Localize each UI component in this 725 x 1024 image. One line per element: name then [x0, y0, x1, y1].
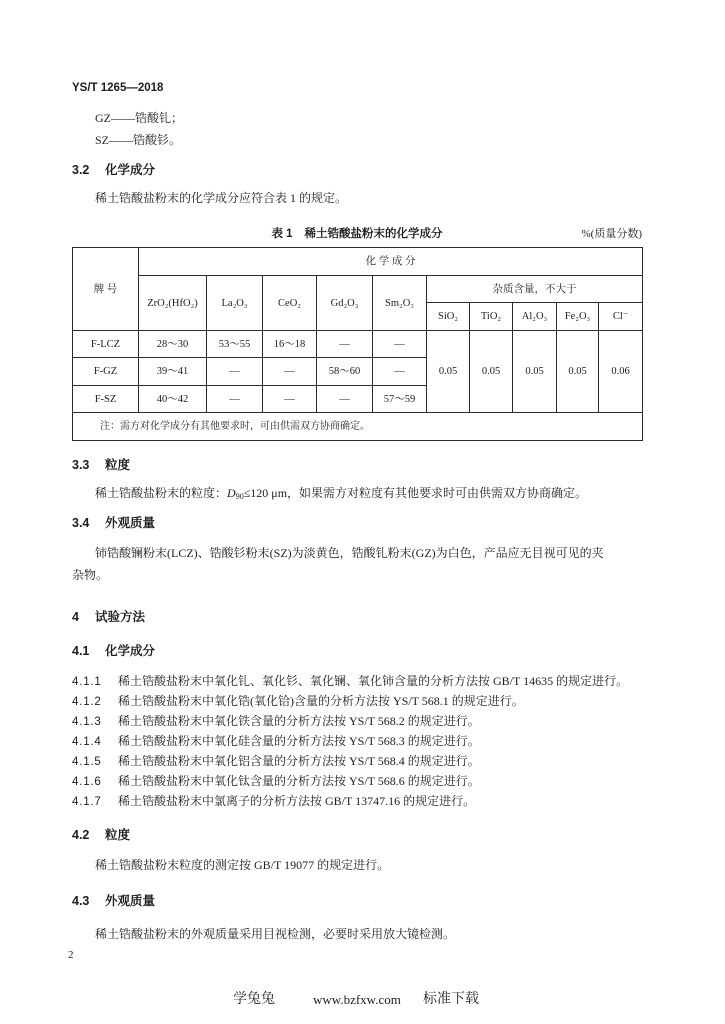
impurity-value-sio2: 0.05 [427, 331, 470, 413]
chapter-heading-4 [72, 609, 145, 625]
list-item [72, 713, 480, 730]
section-heading-4-2 [72, 827, 130, 843]
section-number: 3.2 [72, 163, 90, 177]
column-header-cl: Cl⁻ [599, 303, 643, 331]
grade-cell: F-SZ [73, 386, 139, 413]
watermark-site-name: 学兔兔 [233, 992, 275, 1007]
column-header-ceo2: CeO₂ [263, 276, 317, 331]
paragraph-text: ≤120 μm，如果需方对粒度有其他要求时可由供需双方协商确定。 [243, 486, 588, 500]
section-number: 4.3 [72, 894, 90, 908]
item-text: 稀土锆酸盐粉末中氯离子的分析方法按 GB/T 13747.16 的规定进行。 [118, 794, 476, 808]
document-code: YS/T 1265—2018 [72, 82, 164, 94]
table-unit-label: %(质量分数) [581, 228, 642, 240]
table-caption [72, 226, 642, 242]
item-text: 稀土锆酸盐粉末中氧化硅含量的分析方法按 YS/T 568.3 的规定进行。 [118, 734, 480, 748]
item-number: 4.1.5 [72, 756, 102, 768]
column-header-tio2: TiO₂ [470, 303, 513, 331]
value-cell: — [373, 331, 427, 358]
watermark-url: www.bzfxw.com [313, 992, 401, 1007]
section-title: 化学成分 [105, 163, 156, 177]
value-cell: — [207, 358, 263, 386]
value-cell: — [373, 358, 427, 386]
item-number: 4.1.3 [72, 716, 102, 728]
column-header-gd2o3: Gd₂O₃ [317, 276, 373, 331]
paragraph-4-2: 稀土锆酸盐粉末粒度的测定按 GB/T 19077 的规定进行。 [95, 858, 390, 872]
section-heading-4-3 [72, 893, 155, 909]
table-header-row [73, 276, 643, 303]
value-cell: 58～60 [317, 358, 373, 386]
value-cell: 39～41 [139, 358, 207, 386]
column-header-sio2: SiO₂ [427, 303, 470, 331]
watermark-tagline: 标准下载 [423, 992, 479, 1007]
list-item [72, 793, 475, 810]
section-heading-3-3 [72, 457, 130, 473]
section-title: 外观质量 [105, 894, 156, 908]
value-cell: — [207, 386, 263, 413]
column-header-la2o3: La₂O₃ [207, 276, 263, 331]
paragraph-3-2: 稀土锆酸盐粉末的化学成分应符合表 1 的规定。 [95, 191, 348, 205]
abbreviation-sz: SZ——锆酸钐。 [95, 133, 182, 147]
list-item [72, 673, 628, 690]
chapter-title: 试验方法 [95, 610, 146, 624]
section-number: 3.3 [72, 458, 90, 472]
column-header-fe2o3: Fe₂O₃ [557, 303, 599, 331]
header-chemical-composition: 化 学 成 分 [139, 248, 643, 276]
value-cell: 40～42 [139, 386, 207, 413]
section-heading-3-2 [72, 162, 155, 178]
table-row [73, 331, 643, 358]
table-header-row [73, 248, 643, 276]
impurity-value-cl: 0.06 [599, 331, 643, 413]
item-text: 稀土锆酸盐粉末中氧化铝含量的分析方法按 YS/T 568.4 的规定进行。 [118, 754, 480, 768]
value-cell: — [263, 386, 317, 413]
value-cell: 53～55 [207, 331, 263, 358]
item-text: 稀土锆酸盐粉末中氧化钛含量的分析方法按 YS/T 568.6 的规定进行。 [118, 774, 480, 788]
list-item [72, 733, 480, 750]
item-number: 4.1.2 [72, 696, 102, 708]
paragraph-3-4-line-1: 铈锆酸镧粉末(LCZ)、锆酸钐粉末(SZ)为淡黄色，锆酸钆粉末(GZ)为白色，产品应无目视可见的夹 [95, 546, 604, 560]
list-item [72, 773, 480, 790]
section-title: 化学成分 [105, 644, 156, 658]
value-cell: 28～30 [139, 331, 207, 358]
paragraph-3-3 [95, 485, 587, 501]
list-item [72, 693, 524, 710]
column-header-zro2-hfo2: ZrO₂(HfO₂) [139, 276, 207, 331]
table-caption-row [72, 226, 642, 242]
value-cell: — [317, 386, 373, 413]
paragraph-text: 稀土锆酸盐粉末的粒度： [95, 486, 228, 500]
value-cell: 57～59 [373, 386, 427, 413]
impurity-value-al2o3: 0.05 [513, 331, 557, 413]
section-number: 3.4 [72, 516, 90, 530]
value-cell: 16～18 [263, 331, 317, 358]
item-number: 4.1.1 [72, 676, 102, 688]
page-number: 2 [68, 949, 74, 961]
chapter-number: 4 [72, 610, 79, 624]
item-text: 稀土锆酸盐粉末中氧化铁含量的分析方法按 YS/T 568.2 的规定进行。 [118, 714, 480, 728]
table-caption-title: 稀土锆酸盐粉末的化学成分 [304, 228, 443, 240]
table-note: 注：需方对化学成分有其他要求时，可由供需双方协商确定。 [73, 413, 643, 441]
section-number: 4.2 [72, 828, 90, 842]
section-title: 粒度 [105, 828, 131, 842]
table-caption-number: 表 1 [271, 228, 293, 240]
impurity-value-tio2: 0.05 [470, 331, 513, 413]
value-cell: — [263, 358, 317, 386]
paragraph-4-3: 稀土锆酸盐粉末的外观质量采用目视检测，必要时采用放大镜检测。 [95, 927, 456, 941]
header-impurity: 杂质含量，不大于 [427, 276, 643, 303]
symbol-subscript: 90 [235, 492, 244, 501]
item-number: 4.1.6 [72, 776, 102, 788]
table-1 [72, 247, 643, 441]
section-number: 4.1 [72, 644, 90, 658]
section-title: 外观质量 [105, 516, 156, 530]
paragraph-3-4-line-2: 杂物。 [72, 568, 109, 582]
symbol-letter: D [227, 486, 236, 500]
item-text: 稀土锆酸盐粉末中氧化钆、氧化钐、氧化镧、氧化铈含量的分析方法按 GB/T 14635 的规定进行。 [118, 674, 629, 688]
grade-cell: F-LCZ [73, 331, 139, 358]
abbreviation-gz: GZ——锆酸钆； [95, 111, 183, 125]
table-note-row [73, 413, 643, 441]
column-header-al2o3: Al₂O₃ [513, 303, 557, 331]
section-heading-3-4 [72, 515, 155, 531]
impurity-value-fe2o3: 0.05 [557, 331, 599, 413]
item-text: 稀土锆酸盐粉末中氧化锆(氧化铪)含量的分析方法按 YS/T 568.1 的规定进行。 [118, 694, 524, 708]
item-number: 4.1.4 [72, 736, 102, 748]
header-grade: 牌 号 [73, 248, 139, 331]
grade-cell: F-GZ [73, 358, 139, 386]
section-heading-4-1 [72, 643, 155, 659]
list-item [72, 753, 480, 770]
section-title: 粒度 [105, 458, 131, 472]
d90-symbol [227, 486, 244, 500]
item-number: 4.1.7 [72, 796, 102, 808]
value-cell: — [317, 331, 373, 358]
column-header-sm2o3: Sm₂O₃ [373, 276, 427, 331]
